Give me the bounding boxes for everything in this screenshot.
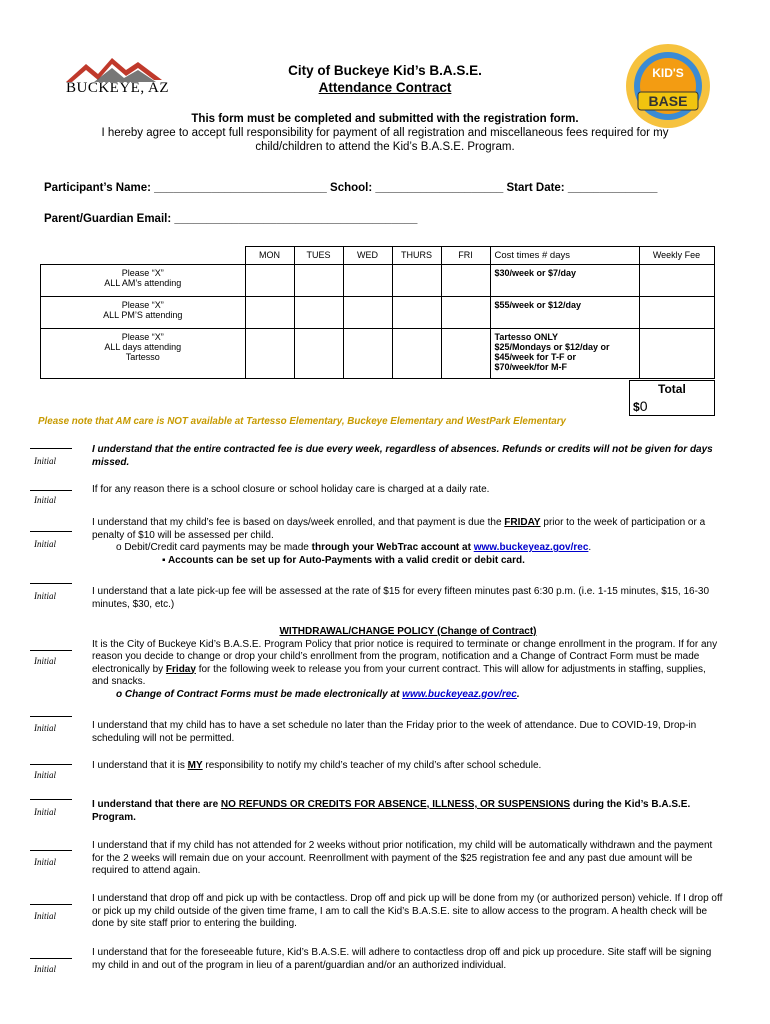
clause-5-text-b: for the following week to release you from your current contract. This will allow for adjustments in staffing, supplies, and snacks. [92, 663, 706, 687]
initial-label: Initial [34, 770, 56, 780]
clause-8 [92, 799, 724, 824]
clause-3-sub-bold: through your WebTrac account at [311, 542, 474, 553]
initial-line[interactable] [30, 716, 72, 717]
clause-3-text-b: prior to the week of participation or a penalty of $10 will be assessed per child. [92, 517, 706, 541]
tues-cell[interactable] [294, 265, 343, 297]
row-label: Please “X” ALL PM’S attending [41, 297, 246, 329]
participant-fields[interactable]: Participant’s Name: ___________________________ School: ____________________ Start Date: ______________ [44, 182, 658, 194]
initial-line[interactable] [30, 490, 72, 491]
mon-cell[interactable] [245, 265, 294, 297]
clause-6: I understand that my child has to have a set schedule no later than the Friday prior to the week of attendance. Due to COVID-19, Drop-in scheduling will not be permitted. [92, 720, 697, 744]
row-cost: $55/week or $12/day [490, 297, 639, 329]
initial-label: Initial [34, 656, 56, 666]
initial-label: Initial [34, 539, 56, 549]
attendance-table [40, 246, 715, 379]
initial-line[interactable] [30, 958, 72, 959]
mon-cell[interactable] [245, 329, 294, 379]
weekly-fee-cell[interactable] [639, 329, 714, 379]
clause-3-text-a: I understand that my child’s fee is based on days/week enrolled, and that payment is due the [92, 517, 505, 528]
clause-4: I understand that a late pick-up fee will be assessed at the rate of $15 for every fifteen minutes past 6:30 p.m. (i.e. 1-15 minutes, $15, 16-30 minutes, $30, etc.) [92, 586, 710, 610]
clause-3-sub2: ▪ Accounts can be set up for Auto-Payments with a valid credit or debit card. [162, 554, 525, 566]
mon-cell[interactable] [245, 297, 294, 329]
clause-7 [92, 760, 724, 773]
thurs-cell[interactable] [392, 329, 441, 379]
initial-label: Initial [34, 495, 56, 505]
row-label: Please “X” ALL AM’s attending [41, 265, 246, 297]
row-cost: $30/week or $7/day [490, 265, 639, 297]
row-label: Please “X” ALL days attending Tartesso [41, 329, 246, 379]
thurs-cell[interactable] [392, 265, 441, 297]
clause-7-text-a: I understand that it is [92, 760, 188, 771]
col-wed: WED [343, 247, 392, 265]
clause-2: If for any reason there is a school closure or school holiday care is charged at a daily rate. [92, 484, 490, 495]
clause-5-sub: o Change of Contract Forms must be made electronically at www.buckeyeaz.gov/rec. [116, 688, 520, 700]
col-fri: FRI [441, 247, 490, 265]
initial-line[interactable] [30, 650, 72, 651]
clause-5-friday: Friday [165, 663, 196, 675]
initial-label: Initial [34, 723, 56, 733]
email-field[interactable]: Parent/Guardian Email: ______________________________________ [44, 213, 418, 225]
row-cost: Tartesso ONLY $25/Mondays or $12/day or $45/week for T-F or $70/week/for M-F [490, 329, 639, 379]
title-line-1: City of Buckeye Kid’s B.A.S.E. [288, 63, 482, 78]
total-currency: $ [633, 400, 640, 414]
intro-bold: This form must be completed and submitted with the registration form. [191, 113, 579, 125]
intro-line-2: I hereby agree to accept full responsibility for payment of all registration and miscellaneous fees required for my [101, 127, 669, 139]
clause-3-friday: FRIDAY [504, 517, 541, 528]
total-value[interactable] [633, 398, 647, 414]
initial-label: Initial [34, 807, 56, 817]
table-row [41, 329, 715, 379]
fri-cell[interactable] [441, 329, 490, 379]
clause-5 [92, 626, 724, 701]
clause-10: I understand that drop off and pick up with be contactless. Drop off and pick up will be done from my (or authorized person) vehicle. If I drop off or pick up my child outside of the given time frame, I am to call the Kid’s B.A.S.E. site to allow access to the program. A health check will be done by site staff prior to entering the building. [92, 893, 723, 929]
clause-7-text-b: responsibility to notify my child’s teacher of my child’s after school schedule. [202, 760, 542, 771]
table-header-row [41, 247, 715, 265]
clause-9: I understand that if my child has not attended for 2 weeks without prior notification, my child will be automatically withdrawn and the payment for the 2 weeks will remain due on your account. Reenrollment with payment of the $25 registration fee and any past due amount will be required to attend again. [92, 840, 713, 876]
col-thurs: THURS [392, 247, 441, 265]
clause-5-text-a: It is the City of Buckeye Kid’s B.A.S.E. Program Policy that prior notice is required to terminate or change enrollment in the program. If for any reason you decide to change or drop your child’s enrollment from the program, notification and a Change of Contract Form must be made electronically by [92, 638, 718, 675]
col-tues: TUES [294, 247, 343, 265]
clause-11: I understand that for the foreseeable future, Kid’s B.A.S.E. will adhere to contactless drop off and pick up procedure. Site staff will be signing my child in and out of the program in lieu of a parent/guardian and/or an authorized individual. [92, 947, 712, 971]
am-care-note: Please note that AM care is NOT available at Tartesso Elementary, Buckeye Elementary and WestPark Elementary [38, 416, 566, 427]
initial-line[interactable] [30, 904, 72, 905]
initial-line[interactable] [30, 448, 72, 449]
clause-3 [92, 517, 724, 567]
clause-3-sub: o Debit/Credit card payments may be made through your WebTrac account at www.buckeyeaz.gov/rec. [116, 542, 592, 553]
clause-8-underlined: NO REFUNDS OR CREDITS FOR ABSENCE, ILLNESS, OR SUSPENSIONS [220, 799, 571, 810]
initial-line[interactable] [30, 583, 72, 584]
clause-3-sub-text: o Debit/Credit card payments may be made [116, 542, 312, 553]
change-form-link[interactable]: www.buckeyeaz.gov/rec [402, 688, 517, 700]
initial-label: Initial [34, 456, 56, 466]
clause-7-my: MY [187, 760, 203, 771]
thurs-cell[interactable] [392, 297, 441, 329]
initial-line[interactable] [30, 531, 72, 532]
clause-1: I understand that the entire contracted fee is due every week, regardless of absences. Refunds or credits will not be given for days missed. [92, 444, 713, 468]
tues-cell[interactable] [294, 297, 343, 329]
badge-text-top: KID'S [652, 66, 684, 80]
tues-cell[interactable] [294, 329, 343, 379]
title-line-2: Attendance Contract [318, 80, 452, 95]
withdraw-heading: WITHDRAWAL/CHANGE POLICY (Change of Contract) [279, 626, 537, 637]
initial-line[interactable] [30, 850, 72, 851]
col-weekly-fee: Weekly Fee [639, 247, 714, 265]
clause-5-sub-text: o Change of Contract Forms must be made electronically at [116, 688, 403, 700]
table-row [41, 297, 715, 329]
logo-text: BUCKEYE, AZ [66, 80, 169, 96]
total-amount: 0 [639, 398, 648, 414]
initial-label: Initial [34, 964, 56, 974]
initial-line[interactable] [30, 764, 72, 765]
total-label: Total [658, 382, 686, 396]
wed-cell[interactable] [343, 265, 392, 297]
initial-line[interactable] [30, 799, 72, 800]
weekly-fee-cell[interactable] [639, 297, 714, 329]
col-cost: Cost times # days [490, 247, 639, 265]
wed-cell[interactable] [343, 297, 392, 329]
table-row [41, 265, 715, 297]
initial-label: Initial [34, 591, 56, 601]
badge-text-bottom: BASE [648, 93, 688, 109]
fri-cell[interactable] [441, 265, 490, 297]
clause-8-text-a: I understand that there are [92, 799, 221, 810]
col-mon: MON [245, 247, 294, 265]
intro-line-3: child/children to attend the Kid’s B.A.S.E. Program. [255, 141, 515, 153]
intro-text [40, 112, 730, 154]
wed-cell[interactable] [343, 329, 392, 379]
clause-8-text-b: during the Kid’s B.A.S.E. Program. [92, 799, 691, 823]
fri-cell[interactable] [441, 297, 490, 329]
weekly-fee-cell[interactable] [639, 265, 714, 297]
initial-label: Initial [34, 857, 56, 867]
initial-label: Initial [34, 911, 56, 921]
webtrac-link[interactable]: www.buckeyeaz.gov/rec [473, 542, 589, 553]
